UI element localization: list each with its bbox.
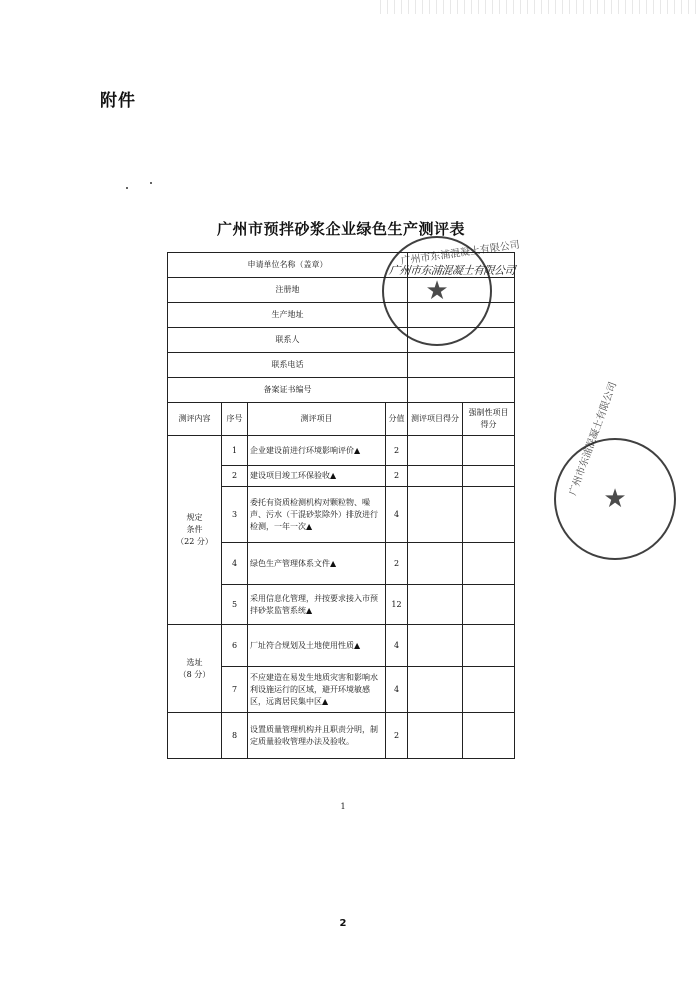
field-value-cell (408, 353, 515, 378)
document-title: 广州市预拌砂浆企业绿色生产测评表 (216, 220, 465, 238)
category-line: （22 分） (176, 537, 213, 546)
row-mandatory-score (463, 436, 515, 466)
category-line: 规定 (186, 513, 203, 522)
category-cell (168, 625, 222, 713)
row-eval-score (408, 543, 463, 585)
field-row (168, 353, 515, 378)
attachment-label: 附件 (100, 91, 136, 111)
row-item: 采用信息化管理，并按要求接入市预拌砂浆监管系统▲ (248, 585, 386, 625)
header-item: 测评项目 (248, 403, 386, 436)
company-seal (382, 236, 521, 346)
field-label: 联系人 (168, 328, 408, 353)
table-row (168, 625, 515, 667)
row-eval-score (408, 713, 463, 759)
header-category: 测评内容 (168, 403, 222, 436)
row-seq: 4 (222, 543, 248, 585)
inner-page-number: 1 (340, 802, 346, 811)
category-cell (168, 713, 222, 759)
row-seq: 7 (222, 667, 248, 713)
company-seal (554, 380, 676, 560)
field-label: 生产地址 (168, 303, 408, 328)
row-seq: 5 (222, 585, 248, 625)
row-item: 委托有资质检测机构对颗粒物、噪声、污水（干混砂浆除外）排放进行检测，一年一次▲ (248, 487, 386, 543)
field-label: 注册地 (168, 278, 408, 303)
row-score: 4 (386, 487, 408, 543)
row-mandatory-score (463, 466, 515, 487)
scan-speck (126, 187, 128, 189)
row-item: 厂址符合规划及土地使用性质▲ (248, 625, 386, 667)
header-seq: 序号 (222, 403, 248, 436)
row-mandatory-score (463, 487, 515, 543)
field-label: 备案证书编号 (168, 378, 408, 403)
field-row (168, 378, 515, 403)
field-label: 申请单位名称（盖章） (168, 253, 408, 278)
category-cell (168, 436, 222, 625)
row-seq: 2 (222, 466, 248, 487)
seal-star-icon: ★ (425, 276, 449, 306)
field-label: 联系电话 (168, 353, 408, 378)
row-eval-score (408, 667, 463, 713)
header-eval-score: 测评项目得分 (408, 403, 463, 436)
row-item: 不应建造在易发生地质灾害和影响水利设施运行的区域，避开环境敏感区，远离居民集中区▲ (248, 667, 386, 713)
row-score: 4 (386, 625, 408, 667)
seal-text: 广州市东浦混凝土有限公司 (567, 380, 620, 498)
row-mandatory-score (463, 625, 515, 667)
row-eval-score (408, 487, 463, 543)
row-mandatory-score (463, 543, 515, 585)
row-eval-score (408, 466, 463, 487)
row-eval-score (408, 585, 463, 625)
row-mandatory-score (463, 667, 515, 713)
row-score: 12 (386, 585, 408, 625)
company-name-handwritten: 广州市东浦混凝土有限公司 (388, 264, 516, 277)
row-score: 2 (386, 713, 408, 759)
row-seq: 3 (222, 487, 248, 543)
row-seq: 6 (222, 625, 248, 667)
row-mandatory-score (463, 713, 515, 759)
header-mandatory-score: 强制性项目得分 (463, 403, 515, 436)
scan-speck (150, 182, 152, 184)
category-line: 选址 (186, 657, 203, 667)
row-score: 2 (386, 466, 408, 487)
header-score: 分值 (386, 403, 408, 436)
row-eval-score (408, 625, 463, 667)
seal-star-icon: ★ (603, 484, 627, 514)
row-score: 2 (386, 543, 408, 585)
row-score: 4 (386, 667, 408, 713)
row-item: 企业建设前进行环境影响评价▲ (248, 436, 386, 466)
category-line: （8 分） (178, 669, 211, 679)
row-mandatory-score (463, 585, 515, 625)
field-value-cell (408, 378, 515, 403)
row-score: 2 (386, 436, 408, 466)
row-eval-score (408, 436, 463, 466)
row-seq: 8 (222, 713, 248, 759)
row-item: 设置质量管理机构并且职责分明，制定质量验收管理办法及验收。 (248, 713, 386, 759)
row-item: 建设项目竣工环保验收▲ (248, 466, 386, 487)
row-seq: 1 (222, 436, 248, 466)
scan-noise (380, 0, 700, 14)
table-row (168, 713, 515, 759)
page-number: 2 (339, 918, 347, 929)
category-line: 条件 (186, 525, 203, 534)
row-item: 绿色生产管理体系文件▲ (248, 543, 386, 585)
table-row (168, 436, 515, 466)
header-row (168, 403, 515, 436)
seal-text: 广州市东浦混凝土有限公司 (400, 239, 521, 268)
